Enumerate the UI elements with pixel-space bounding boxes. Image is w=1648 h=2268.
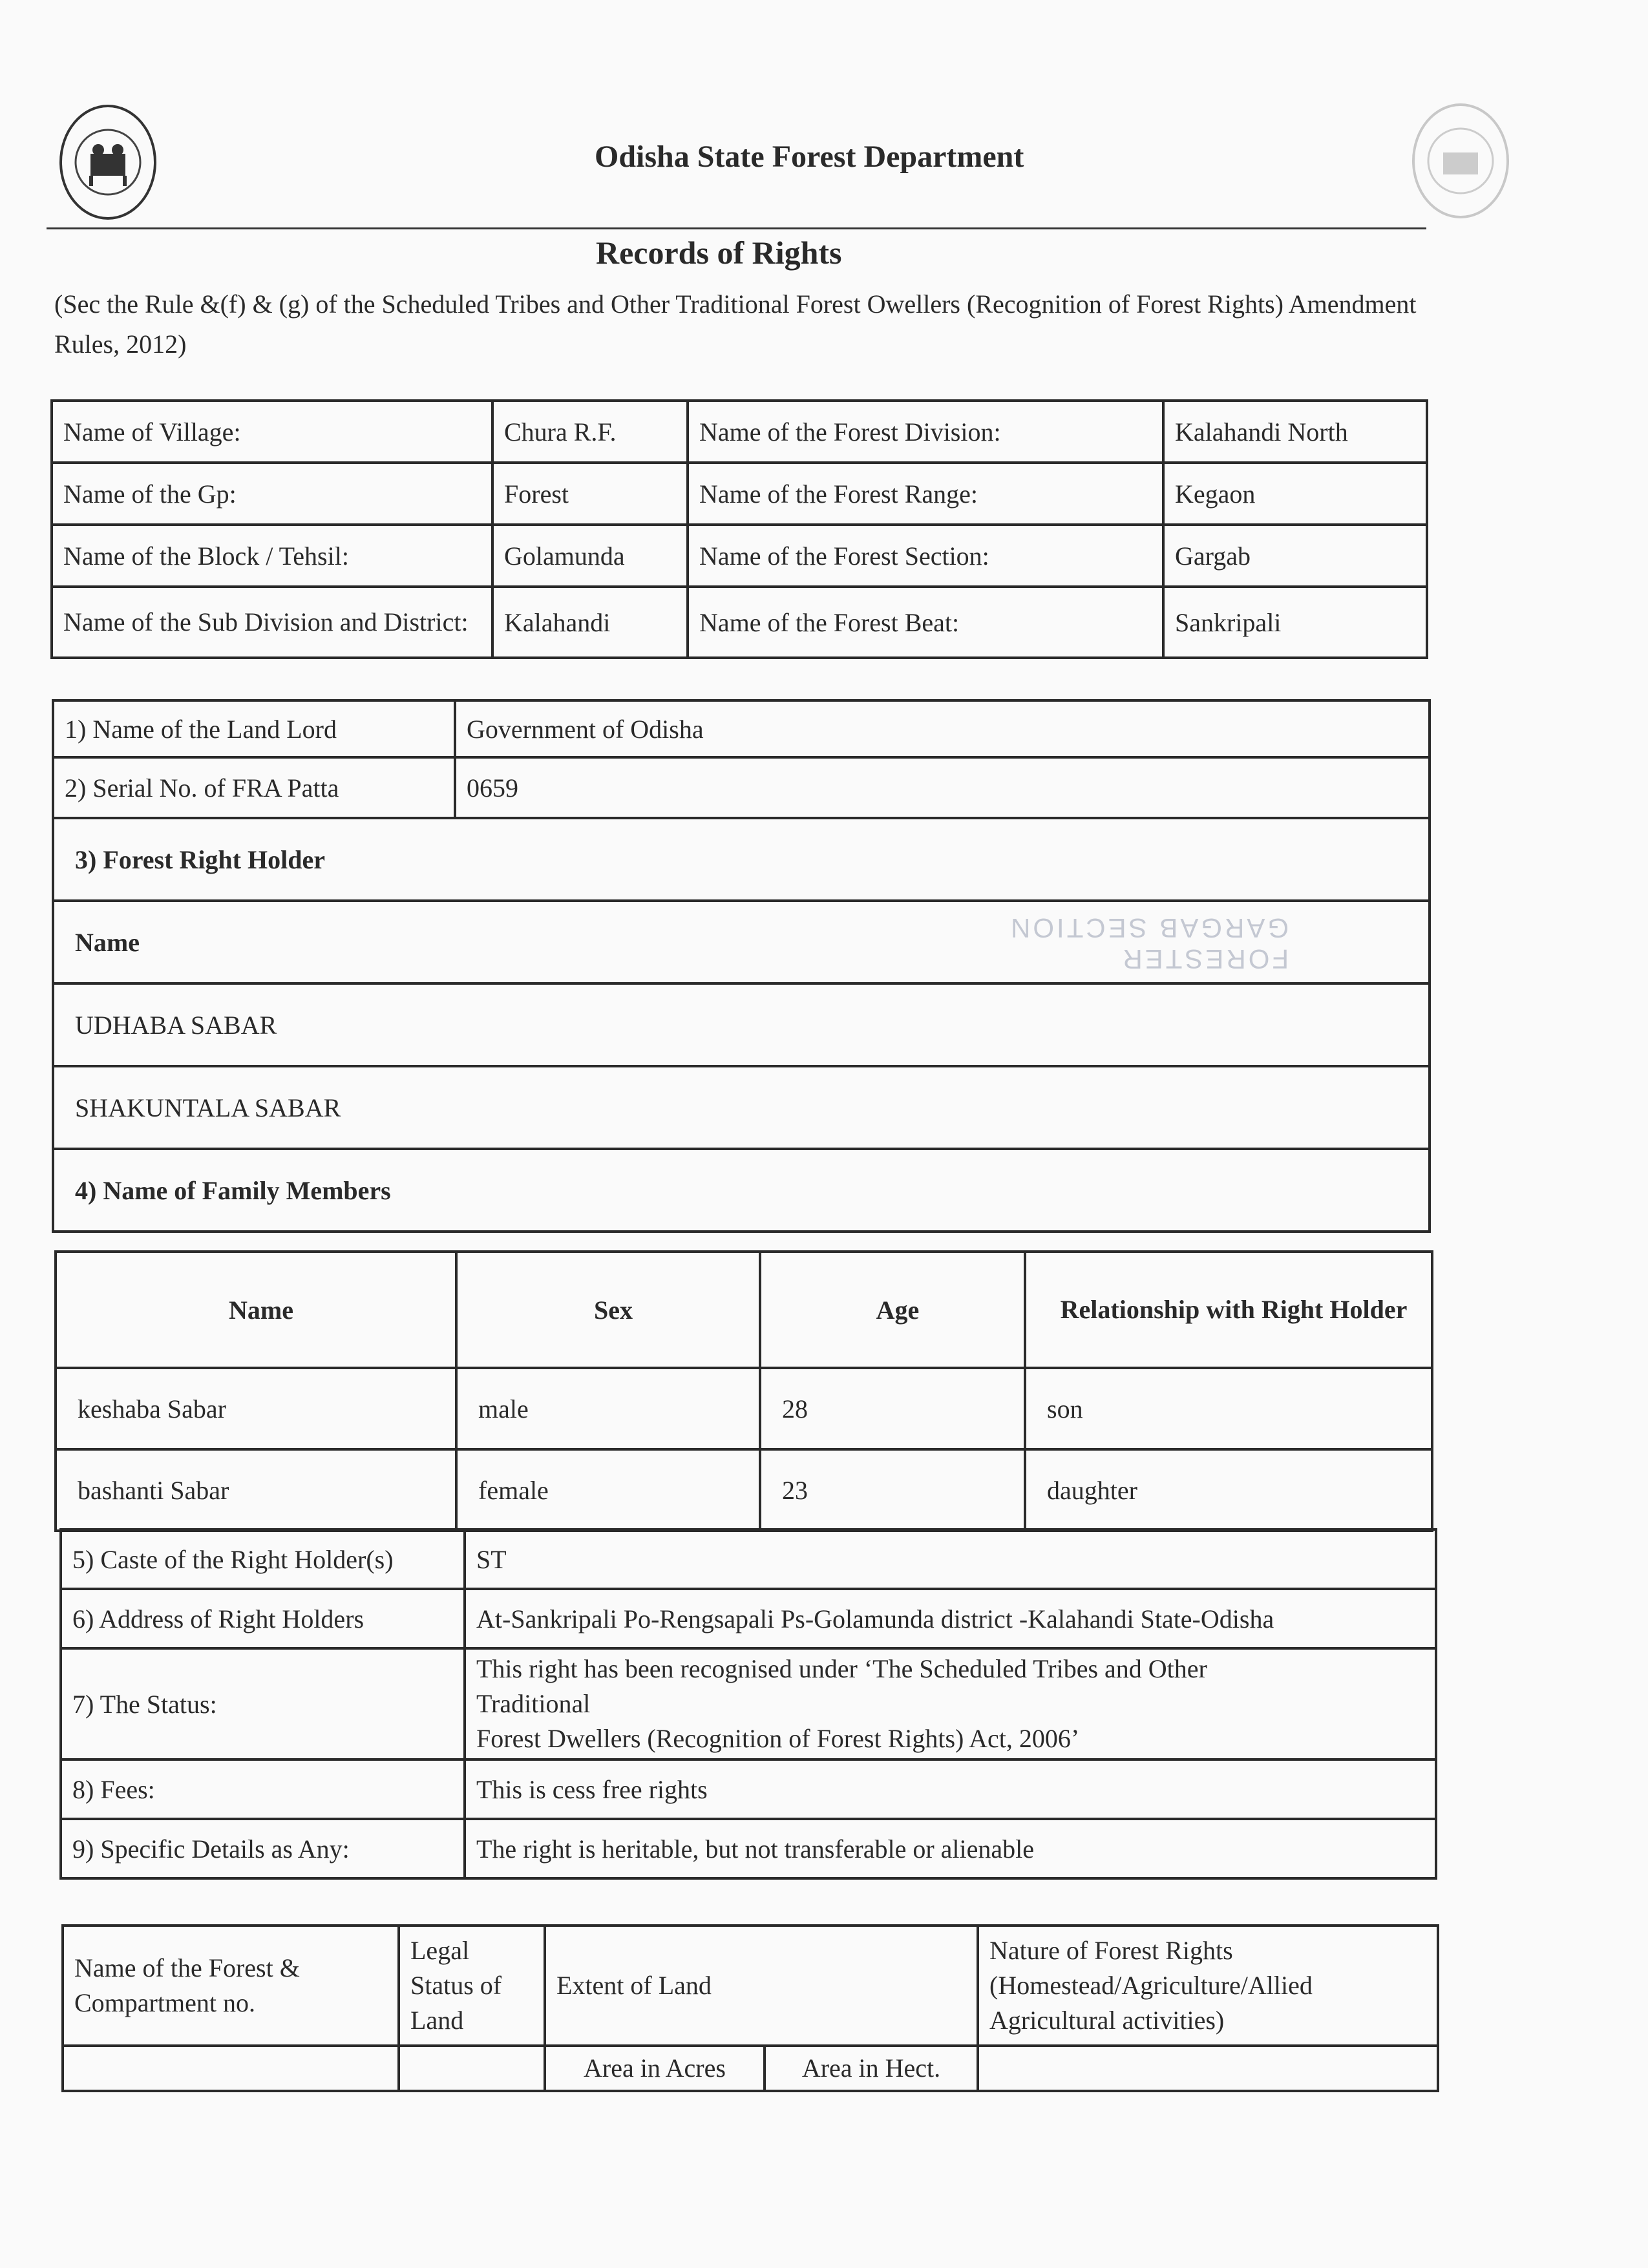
specific-label: 9) Specific Details as Any: [61,1819,465,1878]
status-value [465,1648,1436,1759]
section-label: Name of the Forest Section: [688,525,1163,587]
details-table [59,1528,1437,1880]
legal-status-header: Legal Status of Land [399,1926,545,2046]
extent-of-land-header: Extent of Land [545,1926,978,2046]
block-label: Name of the Block / Tehsil: [52,525,492,587]
subdivision-value: Kalahandi [492,587,688,658]
records-of-rights-title: Records of Rights [596,235,842,271]
table-row [61,1648,1436,1759]
forester-stamp [1008,912,1289,974]
table-row [53,818,1430,901]
family-member-sex: female [456,1449,760,1531]
table-header-row [56,1252,1432,1368]
rule-subtitle: (Sec the Rule &(f) & (g) of the Scheduled Tribes and Other Traditional Forest Owellers (Recognition of Forest Rights) Amendment Rules, 2012) [54,289,1417,359]
area-acres-header: Area in Acres [545,2046,765,2091]
serial-label: 2) Serial No. of FRA Patta [53,757,455,818]
division-label: Name of the Forest Division: [688,401,1163,463]
family-member-name: bashanti Sabar [56,1449,456,1531]
status-line: Traditional [476,1689,591,1718]
status-line: Forest Dwellers (Recognition of Forest Rights) Act, 2006’ [476,1724,1080,1753]
family-member-relationship: son [1025,1368,1432,1449]
table-row [61,1529,1436,1589]
block-value: Golamunda [492,525,688,587]
table-row [61,1759,1436,1819]
legal-status-cell [399,2046,545,2091]
status-line: This right has been recognised under ‘The Scheduled Tribes and Other [476,1654,1207,1683]
table-row [53,983,1430,1066]
nature-of-rights-cell [978,2046,1438,2091]
location-table [50,399,1428,659]
land-table [61,1924,1439,2092]
stamp-line: GARGAB SECTION [1008,913,1289,943]
fees-label: 8) Fees: [61,1759,465,1819]
nature-of-rights-header: Nature of Forest Rights (Homestead/Agriculture/Allied Agricultural activities) [978,1926,1438,2046]
holder-name: UDHABA SABAR [53,983,1430,1066]
gp-value: Forest [492,463,688,525]
table-row [52,401,1427,463]
holder-name-heading: Name [53,901,1430,983]
division-value: Kalahandi North [1163,401,1427,463]
range-value: Kegaon [1163,463,1427,525]
specific-value: The right is heritable, but not transferable or alienable [465,1819,1436,1878]
landlord-label: 1) Name of the Land Lord [53,700,455,757]
section-value: Gargab [1163,525,1427,587]
family-member-age: 28 [760,1368,1025,1449]
table-row [53,700,1430,757]
faint-emblem-watermark-icon [1412,103,1509,218]
family-member-age: 23 [760,1449,1025,1531]
table-row [56,1449,1432,1531]
header-divider [47,227,1426,229]
beat-label: Name of the Forest Beat: [688,587,1163,658]
stamp-line: FORESTER [1120,944,1289,974]
area-hect-header: Area in Hect. [765,2046,978,2091]
village-label: Name of Village: [52,401,492,463]
caste-label: 5) Caste of the Right Holder(s) [61,1529,465,1589]
table-row [53,757,1430,818]
status-label: 7) The Status: [61,1648,465,1759]
family-col-name: Name [56,1252,456,1368]
holder-heading: 3) Forest Right Holder [53,818,1430,901]
family-members-table [54,1250,1433,1532]
landlord-value: Government of Odisha [455,700,1430,757]
table-row [53,1066,1430,1149]
table-row [52,463,1427,525]
table-row [53,1149,1430,1232]
table-row [61,1589,1436,1648]
table-header-row [63,1926,1438,2046]
odisha-emblem-icon [59,105,156,220]
holder-name: SHAKUNTALA SABAR [53,1066,1430,1149]
table-row [56,1368,1432,1449]
beat-value: Sankripali [1163,587,1427,658]
family-col-relationship: Relationship with Right Holder [1025,1252,1432,1368]
department-title: Odisha State Forest Department [595,140,1024,174]
table-row [52,525,1427,587]
family-member-sex: male [456,1368,760,1449]
serial-value: 0659 [455,757,1430,818]
village-value: Chura R.F. [492,401,688,463]
forest-compartment-cell [63,2046,399,2091]
family-col-sex: Sex [456,1252,760,1368]
range-label: Name of the Forest Range: [688,463,1163,525]
family-col-age: Age [760,1252,1025,1368]
table-row [52,587,1427,658]
fees-value: This is cess free rights [465,1759,1436,1819]
address-value: At-Sankripali Po-Rengsapali Ps-Golamunda district -Kalahandi State-Odisha [465,1589,1436,1648]
family-member-relationship: daughter [1025,1449,1432,1531]
gp-label: Name of the Gp: [52,463,492,525]
family-heading: 4) Name of Family Members [53,1149,1430,1232]
subdivision-label: Name of the Sub Division and District: [52,587,492,658]
caste-value: ST [465,1529,1436,1589]
forest-compartment-header: Name of the Forest & Compartment no. [63,1926,399,2046]
table-row [61,1819,1436,1878]
address-label: 6) Address of Right Holders [61,1589,465,1648]
family-member-name: keshaba Sabar [56,1368,456,1449]
table-row [63,2046,1438,2091]
